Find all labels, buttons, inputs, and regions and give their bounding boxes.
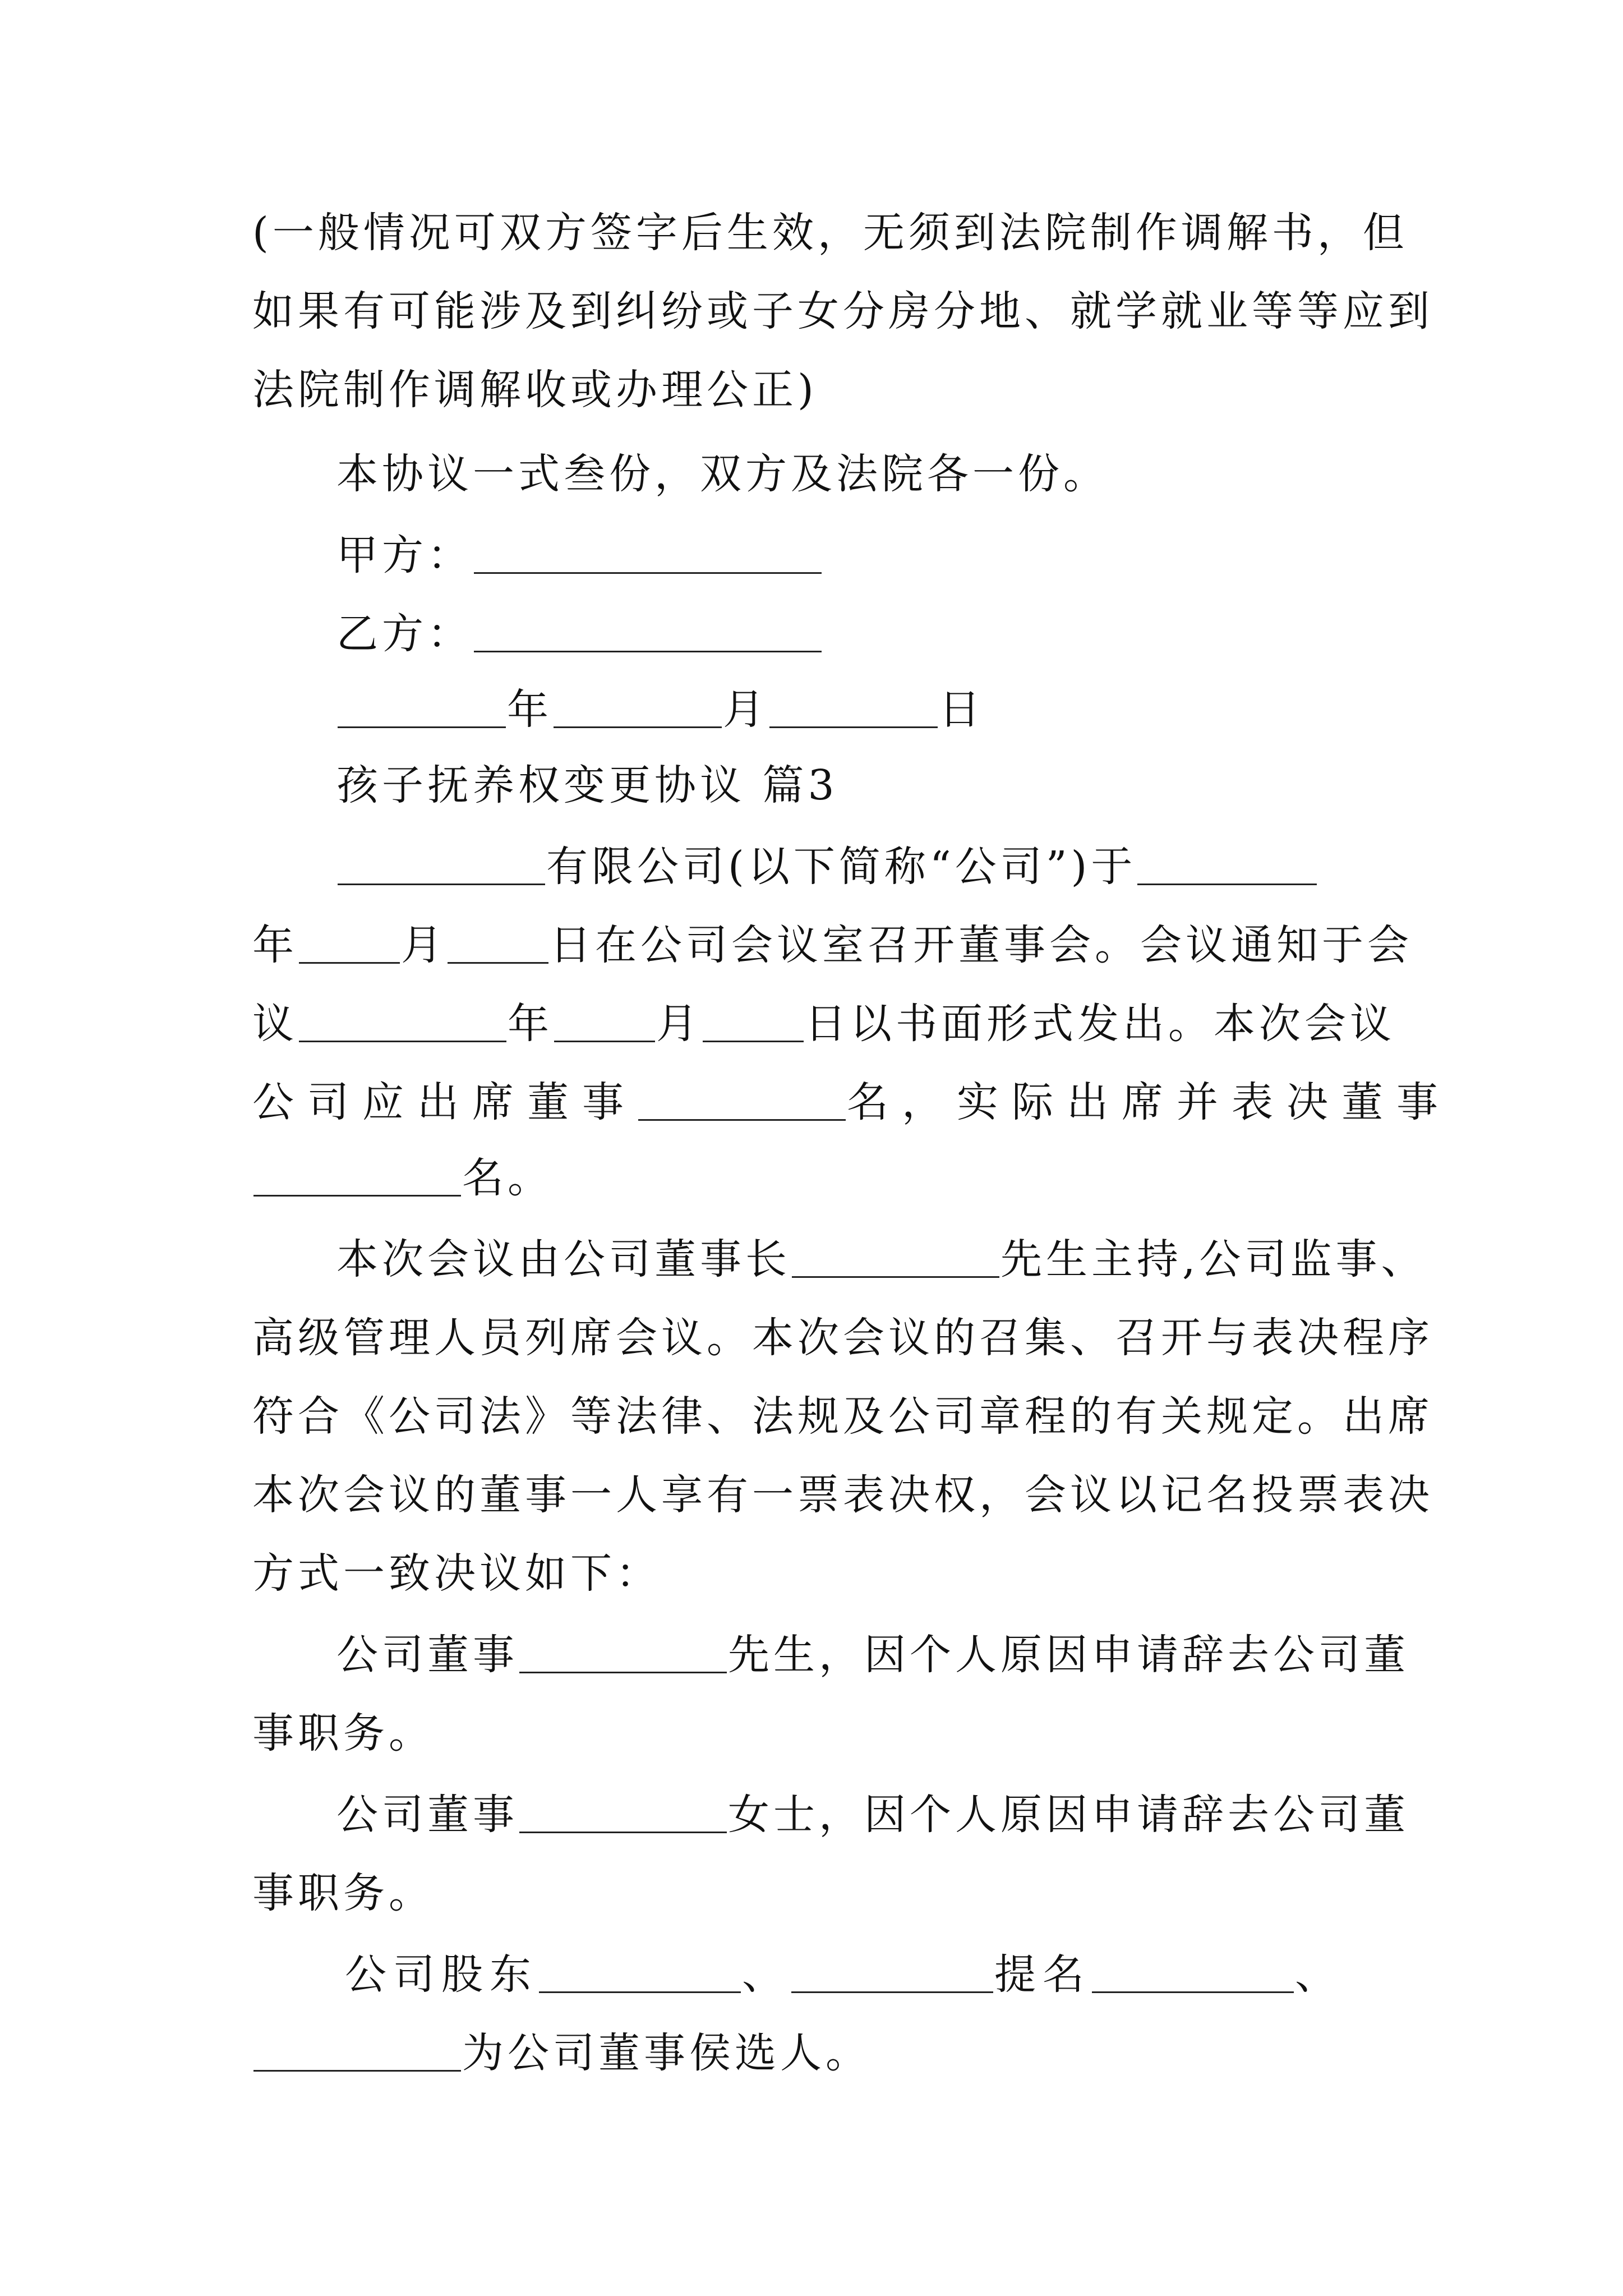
resignation-2-line-2: 事职务。 (252, 1869, 434, 1917)
meeting-month-blank (299, 922, 400, 964)
resolution-text: 日以书面形式发出。本次会议 (805, 1000, 1395, 1048)
resolution-text: 议 (252, 1000, 298, 1048)
meeting-day-blank (448, 922, 548, 964)
resignation-1-line-2: 事职务。 (252, 1709, 434, 1757)
directors-present-blank (253, 1154, 461, 1197)
meeting-paragraph-line-2: 高级管理人员列席会议。本次会议的召集、召开与表决程序 (252, 1314, 1433, 1362)
chair-text: 本次会议由公司董事长 (336, 1235, 791, 1283)
resolution-line-1 (336, 836, 1385, 898)
date-day-label: 日 (939, 685, 984, 734)
chairman-name-blank (792, 1236, 999, 1278)
resolution-text: 名。 (462, 1154, 553, 1202)
date-month-blank (554, 686, 722, 728)
notice-day-blank (703, 1000, 804, 1042)
chair-line (336, 1228, 1427, 1290)
resolution-text: 月 (656, 1000, 702, 1048)
shareholder-1-blank (539, 1951, 741, 1993)
date-day-blank (769, 686, 938, 728)
party-a-signature-blank (474, 532, 822, 574)
meeting-paragraph-line-5: 方式一致决议如下： (252, 1549, 661, 1598)
resolution-text: 日在公司会议室召开董事会。会议通知于会 (550, 921, 1413, 969)
meeting-paragraph-line-3: 符合《公司法》等法律、法规及公司章程的有关规定。出席 (252, 1392, 1433, 1441)
resignation-2-line (336, 1784, 1409, 1846)
date-year-label: 年 (507, 685, 552, 734)
nomination-line-2 (252, 2022, 1385, 2084)
paragraph-note-line-2: 如果有可能涉及到纠纷或子女分房分地、就学就业等等应到 (252, 287, 1433, 335)
resolution-text: 名，实际出席并表决董事 (847, 1078, 1451, 1126)
nomination-text: 公司股东 (345, 1950, 538, 1999)
nomination-text: 、 (1295, 1950, 1343, 1999)
chair-text: 先生主持,公司监事、 (1000, 1235, 1427, 1283)
resigning-director-2-blank (519, 1791, 727, 1833)
resolution-text: 年 (252, 921, 298, 969)
resignation-1-line (336, 1624, 1409, 1686)
party-b-line (336, 603, 1385, 665)
resignation-text: 女士，因个人原因申请辞去公司董 (728, 1791, 1409, 1839)
resignation-text: 公司董事 (336, 1791, 518, 1839)
date-line (336, 679, 1385, 740)
shareholder-2-blank (791, 1951, 993, 1993)
directors-required-blank (638, 1079, 846, 1121)
company-name-blank (338, 843, 545, 885)
meeting-paragraph-line-4: 本次会议的董事一人享有一票表决权，会议以记名投票表决 (252, 1471, 1433, 1519)
resignation-text: 公司董事 (336, 1631, 518, 1679)
nomination-line (345, 1944, 1394, 2005)
section-heading: 孩子抚养权变更协议 篇3 (336, 761, 838, 809)
notice-year-blank (299, 1000, 506, 1042)
date-month-label: 月 (723, 685, 768, 734)
nomination-text: 为公司董事侯选人。 (462, 2029, 871, 2077)
party-a-line (336, 524, 1385, 586)
paragraph-copies: 本协议一式叁份，双方及法院各一份。 (336, 450, 1109, 498)
date-year-blank (338, 686, 506, 728)
resolution-text: 有限公司(以下简称“公司”)于 (546, 843, 1137, 891)
resigning-director-1-blank (519, 1631, 727, 1673)
nomination-text: 提名 (994, 1950, 1091, 1999)
party-a-label: 甲方： (336, 531, 473, 579)
meeting-year-blank (1137, 843, 1317, 885)
resolution-text: 年 (508, 1000, 553, 1048)
nomination-text: 、 (742, 1950, 790, 1999)
resolution-text: 月 (401, 921, 446, 969)
candidate-1-blank (1092, 1951, 1294, 1993)
resolution-line-2 (252, 914, 1413, 976)
resolution-line-5 (252, 1147, 1385, 1209)
resignation-text: 先生，因个人原因申请辞去公司董 (728, 1631, 1409, 1679)
party-b-signature-blank (474, 610, 822, 652)
resolution-text: 公司应出席董事 (252, 1078, 637, 1126)
paragraph-note-line-1: (一般情况可双方签字后生效，无须到法院制作调解书，但 (252, 209, 1408, 257)
paragraph-note-line-3: 法院制作调解收或办理公正) (252, 366, 818, 414)
resolution-line-3 (252, 993, 1395, 1055)
resolution-line-4 (252, 1071, 1451, 1133)
candidate-2-blank (253, 2030, 461, 2072)
party-b-label: 乙方： (336, 610, 473, 658)
notice-month-blank (554, 1000, 655, 1042)
